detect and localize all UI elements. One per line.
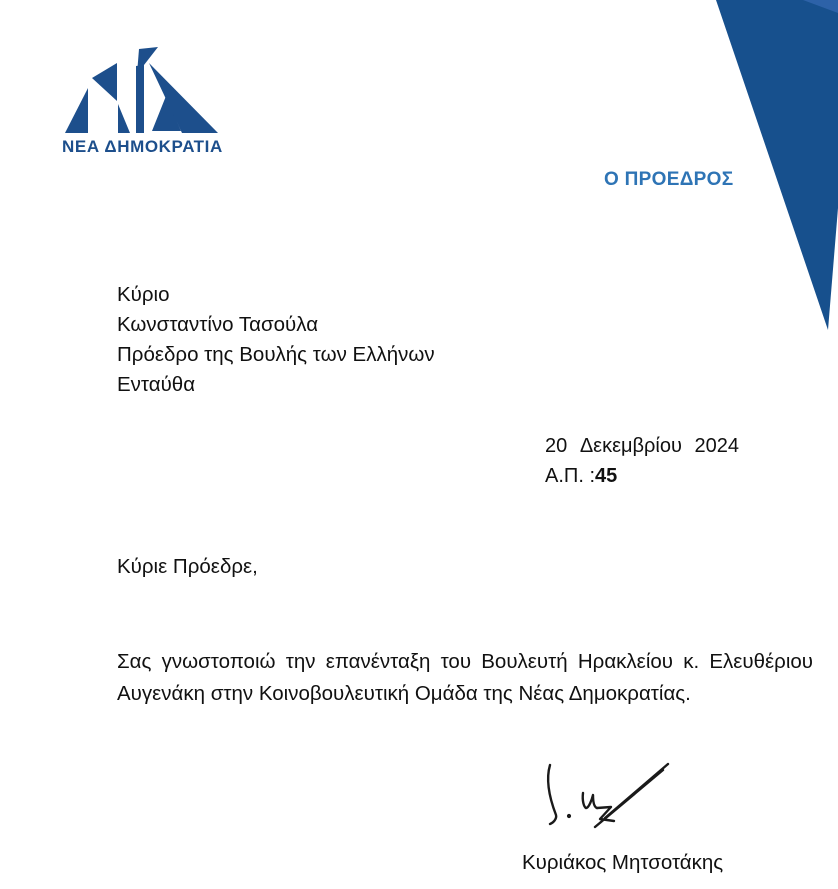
- corner-ribbon-graphic: [708, 0, 838, 335]
- protocol-label: Α.Π. :: [545, 465, 596, 487]
- nd-logo-n-diagonal-upper: [92, 63, 117, 101]
- recipient-line-salutation: Κύριο: [117, 283, 170, 306]
- recipient-line-place: Ενταύθα: [117, 373, 196, 396]
- date-month: Δεκεμβρίου: [579, 435, 682, 457]
- protocol-line: [545, 465, 617, 488]
- recipient-line-name: Κωνσταντίνο Τασούλα: [117, 313, 319, 336]
- nd-logo-middle-bar: [136, 65, 144, 133]
- letter-body: [117, 646, 813, 710]
- nd-logo-n-diagonal-lower: [118, 104, 130, 133]
- recipient-block: [117, 280, 435, 400]
- date-year: 2024: [694, 435, 739, 457]
- nd-logo-icon: [60, 38, 230, 138]
- office-title: Ο ΠΡΟΕΔΡΟΣ: [604, 169, 734, 190]
- nd-logo-text: ΝΕΑ ΔΗΜΟΚΡΑΤΙΑ: [62, 137, 223, 156]
- salutation: Κύριε Πρόεδρε,: [117, 555, 258, 578]
- body-line-1: Σας γνωστοποιώ την επανένταξη του Βουλευτή Ηρακλείου κ. Ελευθέριου: [117, 650, 813, 673]
- date-line: [545, 435, 739, 458]
- signature-stroke-k: [548, 765, 556, 824]
- protocol-number: 45: [595, 465, 618, 487]
- signer-name: Κυριάκος Μητσοτάκης: [522, 851, 724, 874]
- signature-dot: [567, 814, 571, 818]
- nd-logo-n-left: [65, 88, 88, 133]
- signature-scribble-icon: [520, 755, 740, 835]
- signature-stroke-u: [583, 793, 597, 808]
- date-day: 20: [545, 435, 568, 457]
- signature-flourish-2: [605, 764, 668, 818]
- corner-ribbon-main: [716, 0, 838, 330]
- body-line-2: Αυγενάκη στην Κοινοβουλευτική Ομάδα της Νέας Δημοκρατίας.: [117, 682, 691, 705]
- recipient-line-title: Πρόεδρο της Βουλής των Ελλήνων: [117, 343, 435, 366]
